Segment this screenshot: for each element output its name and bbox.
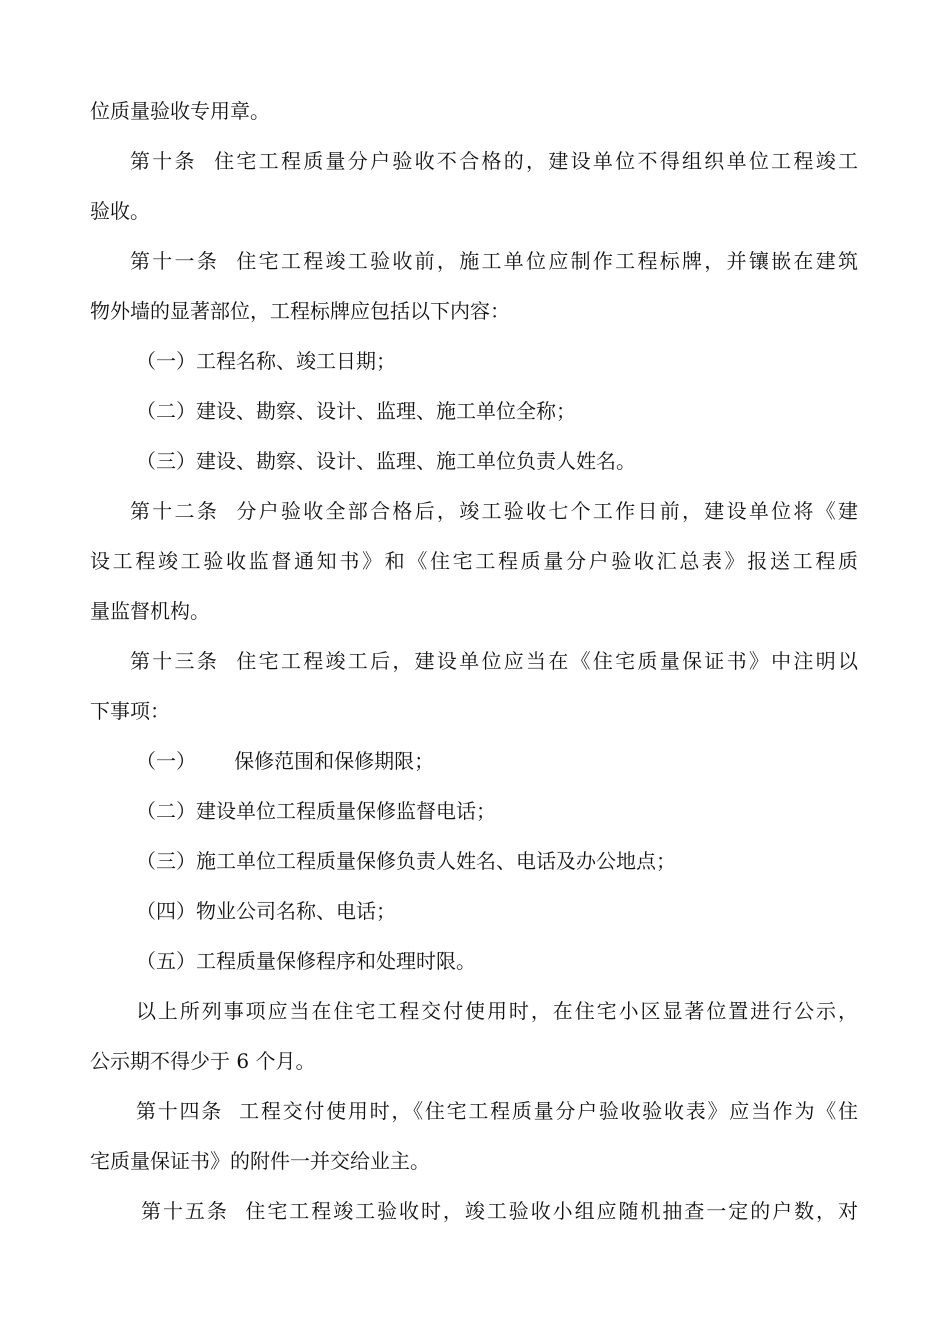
text-line-3: 验收。 [90,199,150,223]
text-line-17: （四）物业公司名称、电话； [136,899,396,923]
text-line-23: 第十五条 住宅工程竣工验收时，竣工验收小组应随机抽查一定的户数，对 [141,1199,858,1223]
text-line-8: （三）建设、勘察、设计、监理、施工单位负责人姓名。 [136,449,636,473]
text-line-15: （二）建设单位工程质量保修监督电话； [136,799,496,823]
text-line-22: 宅质量保证书》的附件一并交给业主。 [90,1149,430,1173]
text-line-19: 以上所列事项应当在住宅工程交付使用时，在住宅小区显著位置进行公示， [136,999,858,1023]
text-line-10: 设工程竣工验收监督通知书》和《住宅工程质量分户验收汇总表》报送工程质 [90,549,858,573]
text-line-16: （三）施工单位工程质量保修负责人姓名、电话及办公地点； [136,849,676,873]
text-line-21: 第十四条 工程交付使用时，《住宅工程质量分户验收验收表》应当作为《住 [136,1099,858,1123]
text-line-12: 第十三条 住宅工程竣工后，建设单位应当在《住宅质量保证书》中注明以 [130,649,858,673]
text-line-11: 量监督机构。 [90,599,210,623]
text-line-6: （一）工程名称、竣工日期； [136,349,396,373]
text-line-18: （五）工程质量保修程序和处理时限。 [136,949,476,973]
text-line-7: （二）建设、勘察、设计、监理、施工单位全称； [136,399,576,423]
text-line-14: （一） 保修范围和保修期限； [136,749,435,773]
text-line-4: 第十一条 住宅工程竣工验收前，施工单位应制作工程标牌，并镶嵌在建筑 [130,249,858,273]
text-line-20: 公示期不得少于 6 个月。 [90,1049,316,1073]
text-line-13: 下事项： [90,699,170,723]
text-line-5: 物外墙的显著部位，工程标牌应包括以下内容： [90,299,510,323]
text-line-1: 位质量验收专用章。 [90,99,270,123]
text-line-2: 第十条 住宅工程质量分户验收不合格的，建设单位不得组织单位工程竣工 [130,149,858,173]
text-line-9: 第十二条 分户验收全部合格后，竣工验收七个工作日前，建设单位将《建 [130,499,858,523]
